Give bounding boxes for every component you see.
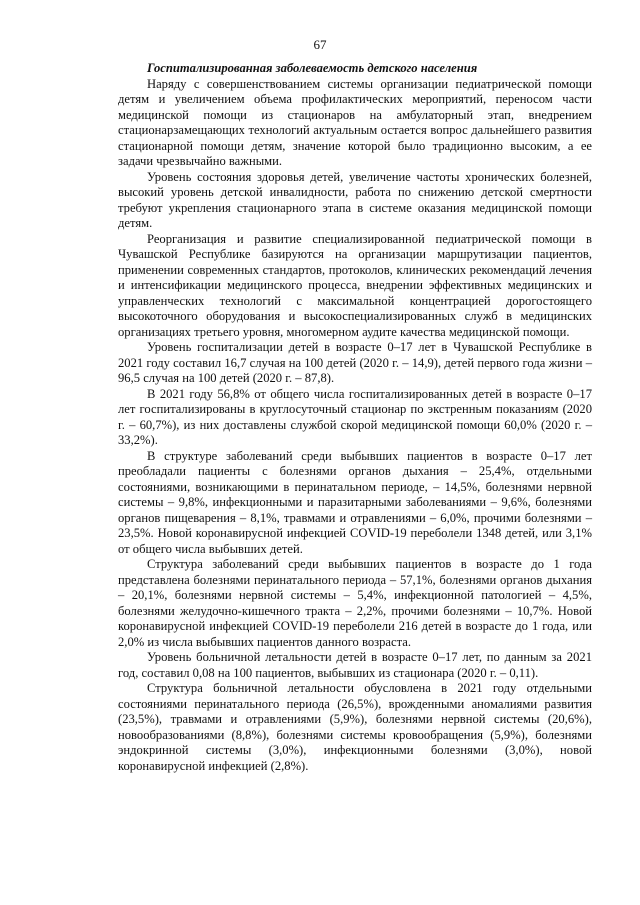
paragraph-disease-structure-0-17: В структуре заболеваний среди выбывших пациентов в возрасте 0–17 лет преобладали пациенты с болезнями органов дыхания – 25,4%, отдельными состояниями, возникающими в перинатальном периоде, – 14,5%, болезнями нервной системы – 9,8%, инфекционными и паразитарными заболеваниями – 9,6%, болезнями органов пищеварения – 8,1%, травмами и отравлениями – 6,0%, прочими болезнями – 23,5%. Новой коронавирусной инфекцией COVID-19 переболели 1348 детей, или 3,1% от общего числа выбывших детей. <box>118 448 592 556</box>
paragraph-health-status: Уровень состояния здоровья детей, увеличение частоты хронических болезней, высокий уровень детской инвалидности, работа по снижению детской смертности требуют укрепления стационарного этапа в системе оказания медицинской помощи детям. <box>118 169 592 230</box>
page-number: 67 <box>313 37 327 52</box>
paragraph-stationary-care: Наряду с совершенствованием системы организации педиатрической помощи детям и увеличением объема профилактических мероприятий, переносом части медицинской помощи из стационаров на амбулаторный этап, внедрением стационарзамещающих технологий актуальным остается вопрос дальнейшего развития стационарной помощи детям, значение которой было традиционно высоким, а ее задачи чрезвычайно важными. <box>118 76 592 168</box>
paragraph-disease-structure-under-1: Структура заболеваний среди выбывших пациентов в возрасте до 1 года представлена болезнями перинатального периода – 57,1%, болезнями органов дыхания – 20,1%, болезнями нервной системы – 5,4%, инфекционной патологией – 4,5%, болезнями желудочно-кишечного тракта – 2,2%, прочими болезнями – 10,7%. Новой коронавирусной инфекцией COVID-19 переболели 216 детей в возрасте до 1 года, или 2,0% из числа выбывших пациентов данного возраста. <box>118 557 592 649</box>
section-heading: Госпитализированная заболеваемость детского населения <box>147 61 478 75</box>
paragraph-reorganization: Реорганизация и развитие специализированной педиатрической помощи в Чувашской Республике базируются на организации маршрутизации пациентов, применении современных стандартов, протоколов, клинических рекомендаций лечения и интенсификации медицинского процесса, внедрении эффективных медицинских и управленческих технологий с максимальной концентрацией дорогостоящего высокоточного оборудования и высокоспециализированных служб в медицинских организациях третьего уровня, многомерном аудите качества медицинской помощи. <box>118 231 592 339</box>
paragraph-emergency-admissions: В 2021 году 56,8% от общего числа госпитализированных детей в возрасте 0–17 лет госпитализированы в круглосуточный стационар по экстренным показаниям (2020 г. – 60,7%), из них доставлены службой скорой медицинской помощи 60,0% (2020 г. – 33,2%). <box>118 386 592 447</box>
paragraph-hospital-mortality-level: Уровень больничной летальности детей в возрасте 0–17 лет, по данным за 2021 год, составил 0,08 на 100 пациентов, выбывших из стационара (2020 г. – 0,11). <box>118 650 592 680</box>
paragraph-hospitalization-level: Уровень госпитализации детей в возрасте 0–17 лет в Чувашской Республике в 2021 году составил 16,7 случая на 100 детей (2020 г. – 14,9), детей первого года жизни – 96,5 случая на 100 детей (2020 г. – 87,8). <box>118 340 592 385</box>
section-body <box>118 61 592 774</box>
paragraph-hospital-mortality-structure: Структура больничной летальности обусловлена в 2021 году отдельными состояниями перинатального периода (26,5%), врожденными аномалиями развития (23,5%), травмами и отравлениями (5,9%), болезнями нервной системы (20,6%), новообразованиями (8,8%), болезнями системы кровообращения (5,9%), болезнями эндокринной системы (3,0%), инфекционными болезнями (3,0%), новой коронавирусной инфекцией (2,8%). <box>118 681 592 773</box>
